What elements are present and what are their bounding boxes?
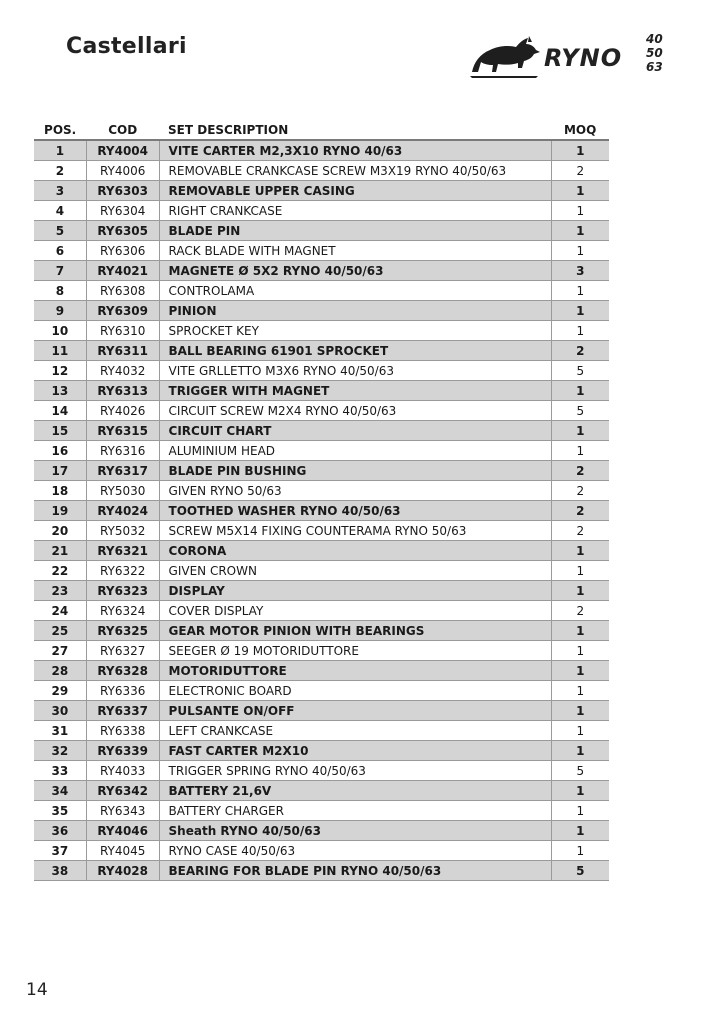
- table-row: [34, 721, 609, 741]
- cell-description: PULSANTE ON/OFF: [159, 701, 551, 721]
- cell-description: RACK BLADE WITH MAGNET: [159, 241, 551, 261]
- table-row: [34, 861, 609, 881]
- cell-pos: 30: [34, 701, 86, 721]
- cell-pos: 14: [34, 401, 86, 421]
- cell-pos: 19: [34, 501, 86, 521]
- cell-description: BATTERY 21,6V: [159, 781, 551, 801]
- cell-code: RY4026: [86, 401, 159, 421]
- cell-pos: 33: [34, 761, 86, 781]
- table-row: [34, 140, 609, 161]
- cell-description: BALL BEARING 61901 SPROCKET: [159, 341, 551, 361]
- cell-description: BLADE PIN: [159, 221, 551, 241]
- cell-moq: 5: [551, 861, 609, 881]
- cell-code: RY6316: [86, 441, 159, 461]
- cell-code: RY6325: [86, 621, 159, 641]
- table-row: [34, 481, 609, 501]
- cell-pos: 11: [34, 341, 86, 361]
- page-number: 14: [26, 980, 48, 1000]
- cell-code: RY6328: [86, 661, 159, 681]
- cell-pos: 8: [34, 281, 86, 301]
- table-row: [34, 601, 609, 621]
- cell-pos: 7: [34, 261, 86, 281]
- parts-table: [34, 116, 609, 881]
- cell-description: Sheath RYNO 40/50/63: [159, 821, 551, 841]
- table-row: [34, 841, 609, 861]
- table-row: [34, 821, 609, 841]
- cell-pos: 23: [34, 581, 86, 601]
- cell-code: RY6323: [86, 581, 159, 601]
- table-row: [34, 541, 609, 561]
- cell-code: RY6308: [86, 281, 159, 301]
- brand-logo-text: Castellari: [66, 34, 187, 59]
- cell-moq: 1: [551, 541, 609, 561]
- table-header-row: [34, 116, 609, 140]
- cell-moq: 2: [551, 521, 609, 541]
- cell-code: RY6305: [86, 221, 159, 241]
- cell-moq: 1: [551, 561, 609, 581]
- cell-code: RY5030: [86, 481, 159, 501]
- size-label: 50: [646, 46, 663, 60]
- table-row: [34, 661, 609, 681]
- cell-description: REMOVABLE UPPER CASING: [159, 181, 551, 201]
- cell-moq: 3: [551, 261, 609, 281]
- cell-description: MOTORIDUTTORE: [159, 661, 551, 681]
- cell-moq: 1: [551, 581, 609, 601]
- size-label: 40: [646, 32, 663, 46]
- cell-description: GIVEN CROWN: [159, 561, 551, 581]
- table-row: [34, 681, 609, 701]
- table-row: [34, 801, 609, 821]
- cell-moq: 1: [551, 801, 609, 821]
- cell-code: RY6337: [86, 701, 159, 721]
- cell-code: RY4045: [86, 841, 159, 861]
- cell-description: DISPLAY: [159, 581, 551, 601]
- cell-moq: 1: [551, 281, 609, 301]
- table-row: [34, 161, 609, 181]
- cell-pos: 12: [34, 361, 86, 381]
- table-row: [34, 501, 609, 521]
- cell-code: RY6317: [86, 461, 159, 481]
- table-row: [34, 621, 609, 641]
- cell-code: RY6342: [86, 781, 159, 801]
- cell-moq: 1: [551, 301, 609, 321]
- cell-code: RY6313: [86, 381, 159, 401]
- table-row: [34, 701, 609, 721]
- cell-pos: 2: [34, 161, 86, 181]
- cell-moq: 1: [551, 621, 609, 641]
- cell-description: ELECTRONIC BOARD: [159, 681, 551, 701]
- cell-pos: 17: [34, 461, 86, 481]
- cell-moq: 5: [551, 401, 609, 421]
- cell-moq: 5: [551, 761, 609, 781]
- column-header-description: SET DESCRIPTION: [159, 116, 551, 140]
- cell-code: RY6310: [86, 321, 159, 341]
- table-row: [34, 201, 609, 221]
- cell-description: CONTROLAMA: [159, 281, 551, 301]
- table-row: [34, 781, 609, 801]
- cell-pos: 18: [34, 481, 86, 501]
- cell-code: RY4033: [86, 761, 159, 781]
- cell-moq: 1: [551, 641, 609, 661]
- cell-code: RY4046: [86, 821, 159, 841]
- cell-moq: 1: [551, 140, 609, 161]
- cell-description: BATTERY CHARGER: [159, 801, 551, 821]
- cell-description: LEFT CRANKCASE: [159, 721, 551, 741]
- cell-moq: 2: [551, 341, 609, 361]
- cell-moq: 1: [551, 441, 609, 461]
- cell-code: RY4006: [86, 161, 159, 181]
- cell-code: RY6315: [86, 421, 159, 441]
- cell-pos: 5: [34, 221, 86, 241]
- cell-code: RY6338: [86, 721, 159, 741]
- cell-pos: 31: [34, 721, 86, 741]
- cell-pos: 28: [34, 661, 86, 681]
- cell-moq: 2: [551, 161, 609, 181]
- cell-pos: 6: [34, 241, 86, 261]
- cell-description: SCREW M5X14 FIXING COUNTERAMA RYNO 50/63: [159, 521, 551, 541]
- cell-description: REMOVABLE CRANKCASE SCREW M3X19 RYNO 40/50/63: [159, 161, 551, 181]
- cell-moq: 1: [551, 221, 609, 241]
- cell-code: RY5032: [86, 521, 159, 541]
- cell-description: MAGNETE Ø 5X2 RYNO 40/50/63: [159, 261, 551, 281]
- table-row: [34, 261, 609, 281]
- parts-table-body: [34, 140, 609, 881]
- cell-description: RIGHT CRANKCASE: [159, 201, 551, 221]
- cell-code: RY6306: [86, 241, 159, 261]
- cell-moq: 1: [551, 781, 609, 801]
- cell-description: GIVEN RYNO 50/63: [159, 481, 551, 501]
- cell-code: RY4024: [86, 501, 159, 521]
- cell-description: PINION: [159, 301, 551, 321]
- table-row: [34, 241, 609, 261]
- cell-pos: 21: [34, 541, 86, 561]
- column-header-pos: POS.: [34, 116, 86, 140]
- cell-moq: 1: [551, 241, 609, 261]
- cell-moq: 1: [551, 741, 609, 761]
- cell-pos: 24: [34, 601, 86, 621]
- table-row: [34, 181, 609, 201]
- cell-pos: 10: [34, 321, 86, 341]
- size-label: 63: [646, 60, 663, 74]
- cell-description: BLADE PIN BUSHING: [159, 461, 551, 481]
- cell-pos: 15: [34, 421, 86, 441]
- cell-moq: 1: [551, 321, 609, 341]
- table-row: [34, 301, 609, 321]
- table-row: [34, 561, 609, 581]
- cell-moq: 1: [551, 181, 609, 201]
- cell-pos: 32: [34, 741, 86, 761]
- cell-description: GEAR MOTOR PINION WITH BEARINGS: [159, 621, 551, 641]
- cell-description: FAST CARTER M2X10: [159, 741, 551, 761]
- table-row: [34, 521, 609, 541]
- table-row: [34, 421, 609, 441]
- cell-pos: 22: [34, 561, 86, 581]
- cell-moq: 1: [551, 721, 609, 741]
- cell-moq: 1: [551, 841, 609, 861]
- cell-code: RY6324: [86, 601, 159, 621]
- cell-pos: 29: [34, 681, 86, 701]
- table-row: [34, 761, 609, 781]
- cell-pos: 20: [34, 521, 86, 541]
- table-row: [34, 381, 609, 401]
- cell-description: RYNO CASE 40/50/63: [159, 841, 551, 861]
- cell-description: TRIGGER WITH MAGNET: [159, 381, 551, 401]
- cell-description: ALUMINIUM HEAD: [159, 441, 551, 461]
- cell-pos: 1: [34, 140, 86, 161]
- cell-pos: 35: [34, 801, 86, 821]
- cell-code: RY6322: [86, 561, 159, 581]
- cell-code: RY6343: [86, 801, 159, 821]
- cell-moq: 1: [551, 421, 609, 441]
- cell-moq: 2: [551, 601, 609, 621]
- table-row: [34, 361, 609, 381]
- cell-description: BEARING FOR BLADE PIN RYNO 40/50/63: [159, 861, 551, 881]
- cell-moq: 1: [551, 201, 609, 221]
- table-row: [34, 281, 609, 301]
- cell-moq: 1: [551, 821, 609, 841]
- cell-moq: 1: [551, 681, 609, 701]
- table-row: [34, 221, 609, 241]
- cell-description: CIRCUIT CHART: [159, 421, 551, 441]
- cell-description: SPROCKET KEY: [159, 321, 551, 341]
- table-row: [34, 461, 609, 481]
- column-header-cod: COD: [86, 116, 159, 140]
- cell-pos: 3: [34, 181, 86, 201]
- product-sizes: [646, 32, 674, 74]
- cell-code: RY4028: [86, 861, 159, 881]
- cell-moq: 1: [551, 701, 609, 721]
- cell-code: RY6311: [86, 341, 159, 361]
- cell-description: SEEGER Ø 19 MOTORIDUTTORE: [159, 641, 551, 661]
- table-row: [34, 321, 609, 341]
- cell-code: RY4004: [86, 140, 159, 161]
- cell-description: CIRCUIT SCREW M2X4 RYNO 40/50/63: [159, 401, 551, 421]
- product-name: RYNO: [544, 44, 623, 72]
- cell-pos: 13: [34, 381, 86, 401]
- cell-pos: 25: [34, 621, 86, 641]
- cell-code: RY6304: [86, 201, 159, 221]
- product-logo: [468, 32, 678, 82]
- cell-description: VITE CARTER M2,3X10 RYNO 40/63: [159, 140, 551, 161]
- cell-moq: 5: [551, 361, 609, 381]
- cell-pos: 38: [34, 861, 86, 881]
- column-header-moq: MOQ: [551, 116, 609, 140]
- cell-moq: 2: [551, 461, 609, 481]
- table-row: [34, 401, 609, 421]
- cell-code: RY6336: [86, 681, 159, 701]
- table-row: [34, 581, 609, 601]
- cell-code: RY6303: [86, 181, 159, 201]
- table-row: [34, 641, 609, 661]
- cell-pos: 9: [34, 301, 86, 321]
- cell-pos: 37: [34, 841, 86, 861]
- cell-pos: 4: [34, 201, 86, 221]
- cell-description: CORONA: [159, 541, 551, 561]
- cell-moq: 2: [551, 501, 609, 521]
- cell-pos: 16: [34, 441, 86, 461]
- cell-moq: 2: [551, 481, 609, 501]
- cell-description: TOOTHED WASHER RYNO 40/50/63: [159, 501, 551, 521]
- cell-description: VITE GRLLETTO M3X6 RYNO 40/50/63: [159, 361, 551, 381]
- rhino-icon: [468, 32, 542, 82]
- cell-moq: 1: [551, 381, 609, 401]
- cell-code: RY6309: [86, 301, 159, 321]
- table-row: [34, 741, 609, 761]
- cell-description: TRIGGER SPRING RYNO 40/50/63: [159, 761, 551, 781]
- cell-code: RY4032: [86, 361, 159, 381]
- cell-code: RY4021: [86, 261, 159, 281]
- cell-code: RY6321: [86, 541, 159, 561]
- cell-pos: 34: [34, 781, 86, 801]
- cell-code: RY6339: [86, 741, 159, 761]
- table-row: [34, 341, 609, 361]
- cell-description: COVER DISPLAY: [159, 601, 551, 621]
- table-row: [34, 441, 609, 461]
- cell-moq: 1: [551, 661, 609, 681]
- cell-pos: 36: [34, 821, 86, 841]
- cell-pos: 27: [34, 641, 86, 661]
- cell-code: RY6327: [86, 641, 159, 661]
